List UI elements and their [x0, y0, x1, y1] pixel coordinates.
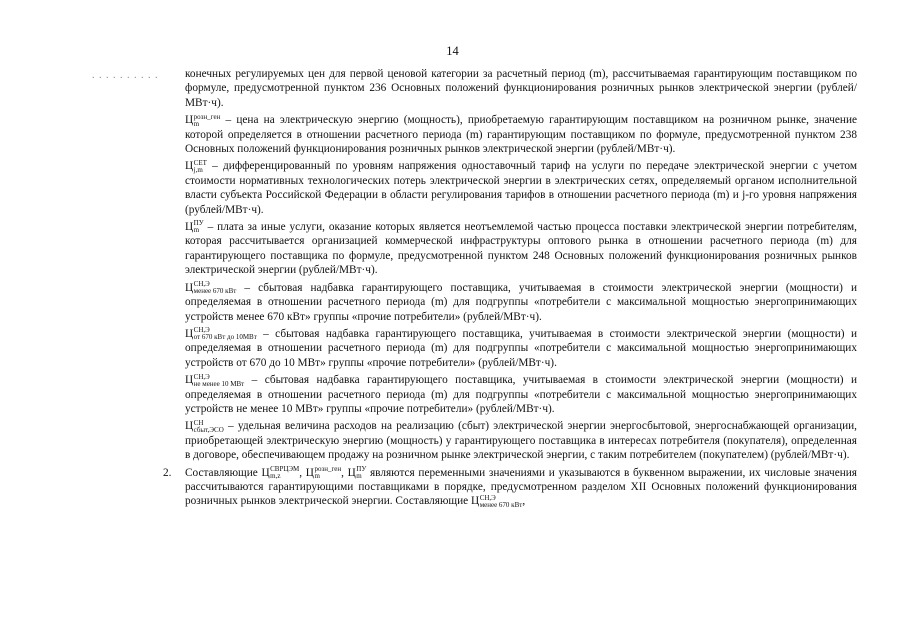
definition-paragraph: [185, 419, 857, 462]
symbol-indices: [194, 281, 237, 295]
document-body: [163, 67, 857, 512]
symbol-subscript: не менее 10 МВт: [193, 379, 245, 388]
paragraph-text: – удельная величина расходов на реализацию (сбыт) электрической энергии энергосбытовой, энергоснабжающей организации, приобретающей электрическую энергию (мощность) у гарантирующего поставщика в интересах потребителя (покупателя), определенная в договоре, обеспечивающем продажу на розничном рынке электрической энергии, с таким потребителем (покупателем) (рублей/МВт·ч).: [185, 420, 857, 462]
price-symbol: [185, 420, 224, 432]
symbol-base: Ц: [185, 221, 194, 234]
symbol-base: Ц: [261, 466, 270, 479]
price-symbol: [261, 464, 300, 480]
symbol-base: Ц: [185, 374, 194, 387]
numbered-item-2: [163, 464, 857, 509]
item-text-lead: Составляющие: [185, 466, 262, 479]
symbol-superscript: СН,Э: [479, 493, 496, 502]
symbol-subscript: сбыт,ЭСО: [193, 425, 224, 434]
symbol-superscript: ПУ: [193, 219, 204, 228]
paragraph-text: – плата за иные услуги, оказание которых является неотъемлемой частью процесса поставки электрической энергии потребителям, которая рассчитывается организацией коммерческой инфраструктуры оптового рынка в отношении расчетного периода (m) для гарантирующего поставщика по формуле, предусмотренной пунктом 248 Основных положений функционирования розничных рынков электрической энергии (рублей/МВт·ч).: [185, 221, 857, 277]
price-symbol: [185, 160, 207, 172]
symbol-base: Ц: [185, 327, 194, 340]
symbol-indices: [194, 160, 207, 174]
symbol-superscript: ПУ: [356, 464, 367, 473]
symbol-superscript: СН,Э: [193, 372, 210, 381]
symbol-indices: [194, 374, 245, 388]
price-symbol: [185, 282, 236, 294]
symbol-subscript: m: [314, 471, 320, 480]
symbol-indices: [194, 220, 204, 234]
definition-paragraph: [185, 67, 857, 110]
symbol-indices: [194, 114, 221, 128]
symbol-superscript: СН,Э: [193, 280, 210, 289]
symbol-subscript: m: [193, 119, 200, 128]
definition-paragraph: [185, 373, 857, 416]
symbol-base: Ц: [347, 466, 356, 479]
definition-paragraph: [185, 113, 857, 156]
page-number: 14: [446, 44, 459, 58]
symbol-base: Ц: [185, 281, 194, 294]
symbol-subscript: j,m: [193, 165, 203, 174]
paragraph-text: – дифференцированный по уровням напряжения одноставочный тариф на услуги по передаче электрической энергии с учетом стоимости нормативных технологических потерь электрической энергии в электрических сетях, определяемый органом исполнительной власти субъекта Российской Федерации в области регулирования тарифов в отношении расчетного периода (m) и j-го уровня напряжения (рублей/МВт·ч).: [185, 160, 857, 216]
symbol-superscript: розн_ген: [314, 464, 342, 473]
symbol-indices: [194, 327, 257, 341]
symbol-subscript: m: [356, 471, 362, 480]
symbol-superscript: СВРЦЭМ: [270, 464, 300, 473]
definition-paragraph: [185, 159, 857, 217]
item-number: 2.: [163, 466, 172, 479]
item-separator: ,: [341, 466, 348, 479]
definition-paragraph: [185, 281, 857, 324]
symbol-superscript: СН,Э: [193, 326, 210, 335]
symbol-superscript: розн_ген: [193, 112, 221, 121]
symbol-subscript: m: [193, 226, 200, 235]
symbol-base: Ц: [305, 466, 314, 479]
symbol-base: Ц: [185, 160, 194, 173]
definition-paragraph: [185, 327, 857, 370]
symbol-base: Ц: [185, 114, 194, 127]
symbol-indices: [314, 466, 341, 480]
symbol-superscript: СН: [193, 418, 204, 427]
margin-dots: . . . . . . . . . .: [92, 70, 159, 81]
item-text-tail: ,: [522, 495, 526, 508]
paragraph-text: конечных регулируемых цен для первой ценовой категории за расчетный период (m), рассчитываемая гарантирующим поставщиком по формуле, предусмотренной пунктом 236 Основных положений функционирования розничных рынков электрической энергии (рублей/МВт·ч).: [185, 68, 857, 109]
price-symbol: [185, 114, 220, 126]
price-symbol: [185, 328, 257, 340]
price-symbol: [305, 464, 342, 480]
symbol-superscript: СЕТ: [193, 158, 207, 167]
symbol-base: Ц: [471, 495, 480, 508]
price-symbol: [347, 464, 367, 480]
symbol-subscript: m,z: [270, 471, 281, 480]
price-symbol: [185, 374, 244, 386]
symbol-indices: [270, 466, 299, 480]
paragraph-text: – сбытовая надбавка гарантирующего поставщика, учитываемая в стоимости электрической энергии (мощности) и определяемая в отношении расчетного периода (m) для подгруппы «потребители с максимальной мощностью энергопринимающих устройств от 670 до 10 МВт» группы «прочие потребители» (рублей/МВт·ч).: [185, 327, 857, 369]
paragraph-text: – сбытовая надбавка гарантирующего поставщика, учитываемая в стоимости электрической энергии (мощности) и определяемая в отношении расчетного периода (m) для подгруппы «потребители с максимальной мощностью энергопринимающих устройств не менее 10 МВт» группы «прочие потребители» (рублей/МВт·ч).: [185, 374, 857, 415]
price-symbol: [185, 221, 204, 233]
symbol-indices: [479, 493, 526, 509]
symbol-subscript: менее 670 кВт: [193, 287, 237, 296]
item-separator: ,: [299, 466, 306, 479]
symbol-base: Ц: [185, 420, 194, 433]
price-symbol: [471, 495, 522, 507]
definition-paragraph: [185, 220, 857, 278]
symbol-subscript: менее 670 кВт: [479, 500, 523, 509]
symbol-subscript: от 670 кВт до 10МВт: [193, 333, 257, 342]
item-text: являются переменными значениями и указываются в буквенном выражении, их числовые значения рассчитываются гарантирующими поставщиками в порядке, предусмотренном разделом XII Основных положений функционирования розничных рынков электрической энергии. Составляющие: [185, 466, 857, 508]
symbol-indices: [356, 466, 366, 480]
symbol-indices: [194, 420, 224, 434]
paragraph-text: – цена на электрическую энергию (мощность), приобретаемую гарантирующим поставщиком на розничном рынке, значение которой определяется в отношении расчетного периода (m) гарантирующим поставщиком по формуле, предусмотренной пунктом 238 Основных положений функционирования розничных рынков электрической энергии (рублей/МВт·ч).: [185, 114, 857, 156]
paragraph-text: – сбытовая надбавка гарантирующего поставщика, учитываемая в стоимости электрической энергии (мощности) и определяемая в отношении расчетного периода (m) для подгруппы «потребители с максимальной мощностью энергопринимающих устройств менее 670 кВт» группы «прочие потребители» (рублей/МВт·ч).: [185, 281, 857, 323]
